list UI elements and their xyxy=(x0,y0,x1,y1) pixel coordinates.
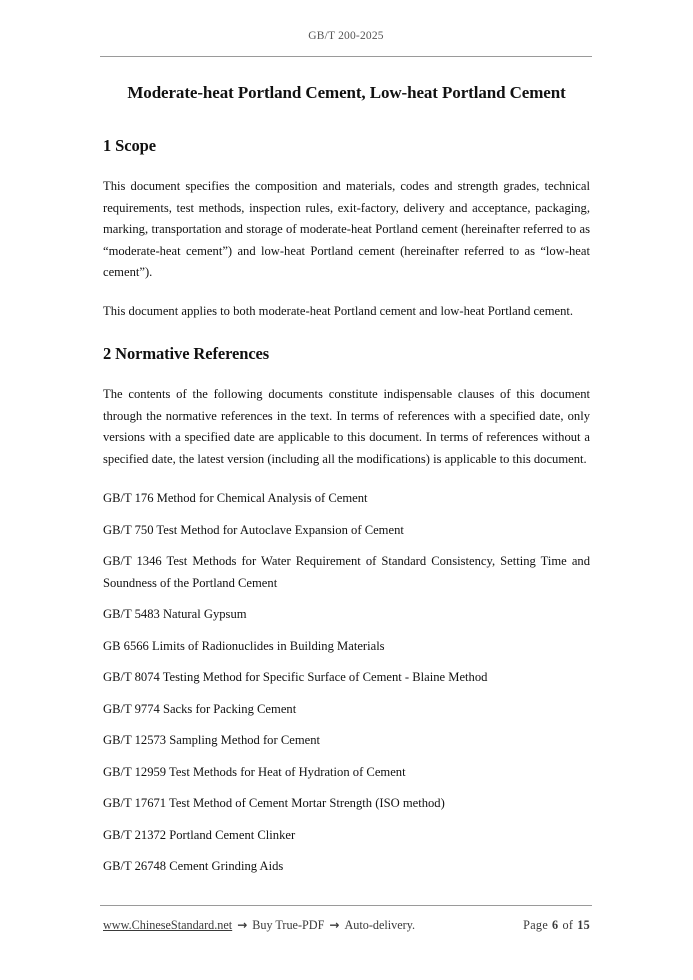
list-item: GB/T 21372 Portland Cement Clinker xyxy=(103,827,296,842)
list-item: GB/T 750 Test Method for Autoclave Expansion of Cement xyxy=(103,522,404,537)
page-content xyxy=(103,76,590,878)
page-number-indicator xyxy=(523,916,590,934)
list-item: GB/T 5483 Natural Gypsum xyxy=(103,607,247,621)
list-item: GB/T 17671 Test Method of Cement Mortar Strength (ISO method) xyxy=(103,796,445,810)
footer-promo xyxy=(103,916,415,934)
chinesestandard-website-link[interactable]: www.ChineseStandard.net xyxy=(103,918,233,932)
normative-references-intro-paragraph: The contents of the following documents constitute indispensable clauses of this document through the normative references in the text. In terms of references with a specified date, only versions with a specified date are applicable to this document. In terms of references without a specified date, the latest version (including all the modifications) is applicable to this document. xyxy=(103,387,590,466)
right-arrow-icon: → xyxy=(237,918,248,932)
page-footer xyxy=(103,916,590,934)
list-item: GB/T 12573 Sampling Method for Cement xyxy=(103,733,320,747)
footer-promo-auto-delivery: Auto-delivery. xyxy=(344,918,416,932)
of-label: of xyxy=(562,918,574,932)
list-item: GB/T 8074 Testing Method for Specific Surface of Cement - Blaine Method xyxy=(103,670,488,684)
list-item: GB/T 26748 Cement Grinding Aids xyxy=(103,859,284,873)
scope-paragraph-1: This document specifies the composition and materials, codes and strength grades, technical requirements, test methods, inspection rules, exit-factory, delivery and acceptance, packaging, marking, transportation and storage of moderate-heat Portland cement (hereinafter referred to as “moderate-heat cement”) and low-heat Portland cement (hereinafter referred to as “low-heat cement”). xyxy=(103,179,590,279)
header-divider-rule xyxy=(100,56,592,57)
page-label: Page xyxy=(523,918,549,932)
list-item: GB/T 12959 Test Methods for Heat of Hydration of Cement xyxy=(103,764,406,779)
running-header-standard-code: GB/T 200-2025 xyxy=(308,30,384,42)
section-heading-normative-references: 2 Normative References xyxy=(103,344,270,363)
total-page-count: 15 xyxy=(577,918,590,932)
section-heading-scope: 1 Scope xyxy=(103,136,156,155)
footer-promo-buy-true-pdf: Buy True-PDF xyxy=(252,918,325,932)
list-item: GB/T 176 Method for Chemical Analysis of Cement xyxy=(103,491,368,505)
scope-paragraph-2: This document applies to both moderate-heat Portland cement and low-heat Portland cement. xyxy=(103,303,574,318)
right-arrow-icon: → xyxy=(329,918,340,932)
page-title: Moderate-heat Portland Cement, Low-heat Portland Cement xyxy=(127,83,566,102)
current-page-number: 6 xyxy=(552,918,559,932)
list-item: GB/T 1346 Test Methods for Water Requirement of Standard Consistency, Setting Time and Soundness of the Portland Cement xyxy=(103,554,590,590)
footer-divider-rule xyxy=(100,905,592,906)
list-item: GB/T 9774 Sacks for Packing Cement xyxy=(103,701,297,716)
list-item: GB 6566 Limits of Radionuclides in Building Materials xyxy=(103,638,385,653)
